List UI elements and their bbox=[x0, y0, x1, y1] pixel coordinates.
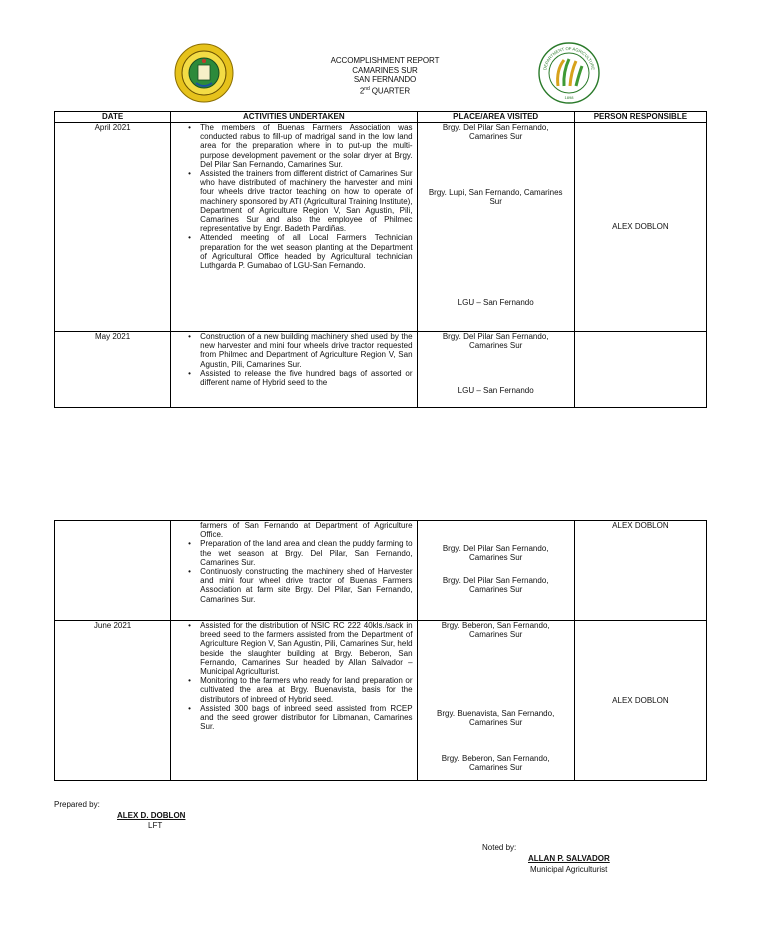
person-cell bbox=[574, 521, 706, 621]
place-cell bbox=[417, 123, 574, 332]
person-cell bbox=[574, 621, 706, 781]
header-line-municipality: SAN FERNANDO bbox=[353, 75, 417, 84]
activity-item: • Monitoring to the farmers who ready for land preparation or cultivated the area at Brgy. Buenavista, basis for the distributors of inbreed of Hybrid seed. bbox=[171, 676, 412, 704]
date-cell bbox=[55, 521, 171, 621]
report-table-page1 bbox=[54, 111, 707, 408]
place-item: LGU – San Fernando bbox=[457, 386, 534, 395]
place-item: Brgy. Beberon, San Fernando, Camarines Sur bbox=[441, 621, 550, 640]
activity-item: • Attended meeting of all Local Farmers Technician preparation for the wet season planting at the Department of Agricultural Office headed by Agricultural technician Luthgarda P. Gumabao of LGU-San Fernando. bbox=[171, 233, 412, 270]
date-cell: April 2021 bbox=[55, 123, 171, 332]
activities-cell bbox=[171, 123, 417, 332]
header-line-province: CAMARINES SUR bbox=[352, 65, 418, 75]
municipal-seal-icon bbox=[174, 43, 234, 103]
activities-cell bbox=[171, 521, 417, 621]
report-table-page2 bbox=[54, 520, 707, 781]
activity-item: • Assisted for the distribution of NSIC RC 222 40kls./sack in breed seed to the farmers assisted from the Department of Agriculture Region V, San Agustin, Pili, Camarines Sur, held beside the slaughter building at Brgy. Beberon, San Fernando, Camarines Sur headed by Allan Salvador – Municipal Agriculturist. bbox=[171, 621, 412, 676]
table-row-may-continued bbox=[55, 521, 707, 621]
place-cell bbox=[417, 332, 574, 408]
prepared-by-title: LFT bbox=[148, 821, 163, 830]
activity-item: • Assisted 300 bags of inbreed seed assisted from RCEP and the seed grower distributor for Libmanan, Camarines Sur. bbox=[171, 704, 412, 732]
activity-continuation: farmers of San Fernando at Department of Agriculture Office. bbox=[200, 521, 413, 540]
activity-item: • Assisted to release the five hundred bags of assorted or different name of Hybrid seed to the bbox=[171, 369, 412, 387]
seal-year: 1898 bbox=[564, 95, 574, 100]
date-cell: May 2021 bbox=[55, 332, 171, 408]
activity-item: • Continuosly constructing the machinery shed of Harvester and mini four wheel drive tractor of Buenas Farmers Association at farm site Brgy. Del Pilar, San Fernando, Camarines Sur. bbox=[171, 567, 412, 604]
noted-by-label: Noted by: bbox=[482, 843, 517, 852]
activity-item: • The members of Buenas Farmers Association was conducted rabus to fill-up of madrigal sand in the low land area for the preparation where in to put-up the multi-purpose development pavement or the solar dryer at Brgy. Del Pilar San Fernando, Camarines Sur. bbox=[171, 123, 412, 169]
table-row-april bbox=[55, 123, 707, 332]
col-date: DATE bbox=[55, 112, 171, 123]
person-cell bbox=[574, 123, 706, 332]
noted-by-name: ALLAN P. SALVADOR bbox=[528, 854, 610, 863]
place-item: Brgy. Del Pilar San Fernando, Camarines Sur bbox=[442, 332, 549, 351]
table-row-june bbox=[55, 621, 707, 781]
seal-text: DEPARTMENT OF AGRICULTURE bbox=[542, 45, 596, 71]
place-item: LGU – San Fernando bbox=[457, 298, 534, 307]
activity-item: • Construction of a new building machinery shed used by the new harvester and mini four wheels drive tractor requested from Philmec and Department of Agriculture Region V, San Agustin, Pili, Camarines Sur. bbox=[171, 332, 412, 369]
date-cell: June 2021 bbox=[55, 621, 171, 781]
activities-cell bbox=[171, 621, 417, 781]
prepared-by-name: ALEX D. DOBLON bbox=[117, 811, 186, 820]
department-of-agriculture-seal-icon bbox=[538, 42, 600, 104]
place-item: Brgy. Lupi, San Fernando, Camarines Sur bbox=[428, 188, 563, 207]
noted-by-title: Municipal Agriculturist bbox=[530, 865, 608, 874]
table-header-row bbox=[55, 112, 707, 123]
activity-item: • Assisted the trainers from different district of Camarines Sur who have distributed of machinery the harvester and mini four wheels drive tractor teaching on how to operate of machinery sponsored by ATI (Agricultural Training Institute), Department of Agriculture Region V, San Agustin, Pili, Camarines Sur and also the employee of Philmec representative by Engr. Badeth Pardiñas. bbox=[171, 169, 412, 233]
place-item: Brgy. Buenavista, San Fernando, Camarines Sur bbox=[437, 709, 555, 728]
header-line-quarter: 2nd QUARTER bbox=[359, 85, 411, 96]
table-row-may bbox=[55, 332, 707, 408]
col-activities: ACTIVITIES UNDERTAKEN bbox=[171, 112, 417, 123]
prepared-by-label: Prepared by: bbox=[54, 800, 100, 809]
person-cell bbox=[574, 332, 706, 408]
person-name: ALEX DOBLON bbox=[612, 695, 669, 705]
header-line-title: ACCOMPLISHMENT REPORT bbox=[330, 56, 440, 65]
place-cell bbox=[417, 621, 574, 781]
person-name: ALEX DOBLON bbox=[612, 521, 669, 530]
col-person: PERSON RESPONSIBLE bbox=[574, 112, 706, 123]
activity-item: • Preparation of the land area and clean the puddy farming to the wet season at Brgy. Del Pilar, San Fernando, Camarines Sur. bbox=[171, 539, 412, 567]
place-item: Brgy. Del Pilar San Fernando, Camarines Sur bbox=[442, 123, 549, 142]
activities-cell bbox=[171, 332, 417, 408]
place-item: Brgy. Del Pilar San Fernando, Camarines Sur bbox=[442, 576, 549, 595]
place-cell bbox=[417, 521, 574, 621]
person-name: ALEX DOBLON bbox=[612, 222, 669, 232]
report-header bbox=[290, 56, 480, 96]
place-item: Brgy. Del Pilar San Fernando, Camarines Sur bbox=[442, 544, 549, 563]
col-place: PLACE/AREA VISITED bbox=[417, 112, 574, 123]
place-item: Brgy. Beberon, San Fernando, Camarines Sur bbox=[441, 754, 550, 773]
